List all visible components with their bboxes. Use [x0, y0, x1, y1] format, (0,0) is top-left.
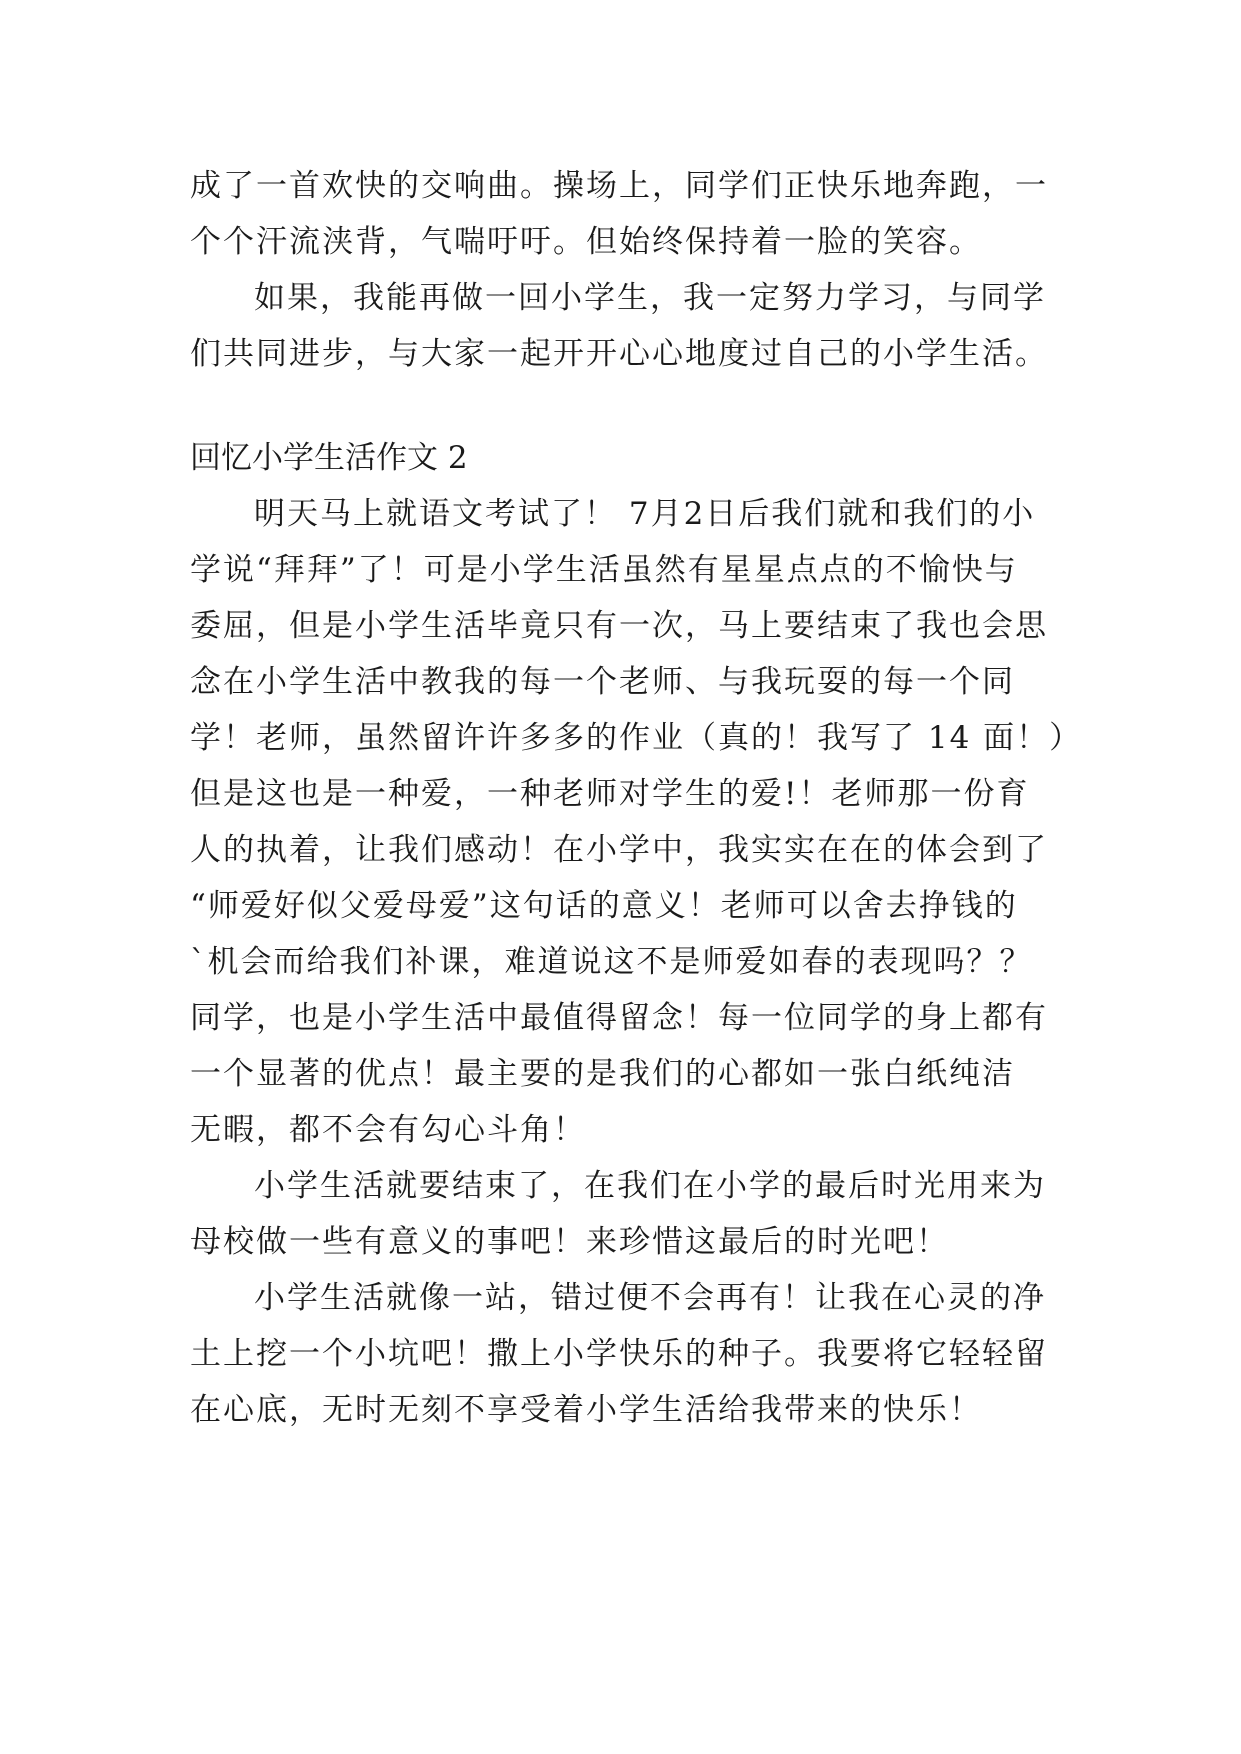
text-line: 母校做一些有意义的事吧！来珍惜这最后的时光吧！ — [190, 1224, 949, 1260]
document-body — [190, 158, 1083, 1438]
text-line: 们共同进步，与大家一起开开心心地度过自己的小学生活。 — [190, 336, 1048, 372]
text-line: 成了一首欢快的交响曲。操场上，同学们正快乐地奔跑，一 — [190, 168, 1048, 204]
text-line: 土上挖一个小坑吧！撒上小学快乐的种子。我要将它轻轻留 — [190, 1336, 1048, 1372]
text-line: “师爱好似父爱母爱”这句话的意义！老师可以舍去挣钱的 — [190, 888, 1018, 924]
text-line: `机会而给我们补课，难道说这不是师爱如春的表现吗？？ — [190, 944, 1033, 980]
text-line: 在心底，无时无刻不享受着小学生活给我带来的快乐！ — [190, 1392, 982, 1428]
text-line: 念在小学生活中教我的每一个老师、与我玩耍的每一个同 — [190, 664, 1015, 700]
paragraph-start-line: 小学生活就像一站，错过便不会再有！让我在心灵的净 — [254, 1280, 1046, 1316]
text-line: 个个汗流浃背，气喘吁吁。但始终保持着一脸的笑容。 — [190, 224, 982, 260]
paragraph-start-line: 如果，我能再做一回小学生，我一定努力学习，与同学 — [254, 280, 1046, 316]
text-line: 委屈，但是小学生活毕竟只有一次，马上要结束了我也会思 — [190, 608, 1048, 644]
paragraph-start-line: 明天马上就语文考试了！ 7月2日后我们就和我们的小 — [254, 496, 1036, 532]
text-line: 学说“拜拜”了！可是小学生活虽然有星星点点的不愉快与 — [190, 552, 1018, 588]
text-line: 学！老师，虽然留许许多多的作业（真的！我写了 14 面！） — [190, 720, 1083, 756]
section-title: 回忆小学生活作文 2 — [190, 440, 468, 476]
paragraph-start-line: 小学生活就要结束了，在我们在小学的最后时光用来为 — [254, 1168, 1046, 1204]
text-line: 无暇，都不会有勾心斗角！ — [190, 1112, 586, 1148]
text-line: 但是这也是一种爱，一种老师对学生的爱!！老师那一份育 — [190, 776, 1030, 812]
text-line: 一个显著的优点！最主要的是我们的心都如一张白纸纯洁 — [190, 1056, 1015, 1092]
text-line: 人的执着，让我们感动！在小学中，我实实在在的体会到了 — [190, 832, 1048, 868]
text-line: 同学，也是小学生活中最值得留念！每一位同学的身上都有 — [190, 1000, 1048, 1036]
